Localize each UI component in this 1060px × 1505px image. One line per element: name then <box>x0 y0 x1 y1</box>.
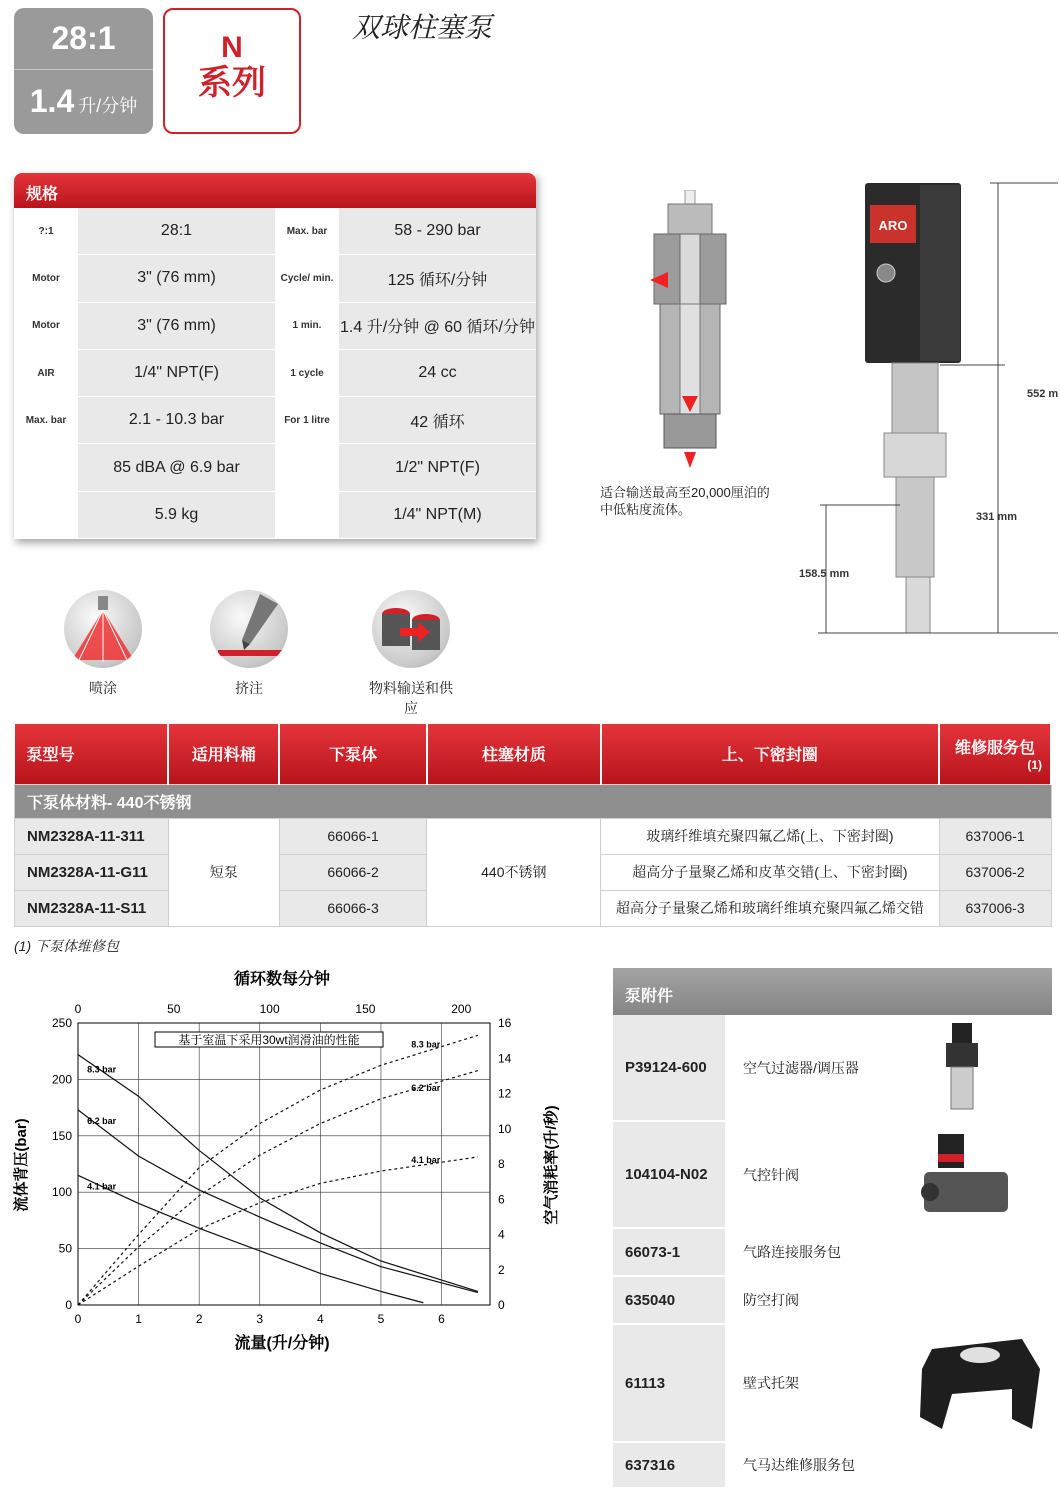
series-label: 6.2 bar <box>411 1082 441 1093</box>
application-spray <box>58 590 148 698</box>
spec-icon-text: Motor <box>32 320 60 332</box>
accessory-row <box>613 1229 1052 1277</box>
seals-cell: 玻璃纤维填充聚四氟乙烯(上、下密封圈) <box>601 818 939 854</box>
header-seals: 上、下密封圈 <box>601 724 939 784</box>
application-label: 挤注 <box>235 680 263 696</box>
table-header-row <box>15 724 1052 784</box>
motor-stroke-icon <box>14 303 78 349</box>
application-transfer <box>365 590 457 718</box>
y-tick-label: 200 <box>51 1072 72 1087</box>
spec-value: 1/4" NPT(M) <box>339 492 536 538</box>
flow-value: 1.4 <box>29 82 75 119</box>
series-label: 4.1 bar <box>411 1155 441 1166</box>
ratio-icon <box>14 208 78 254</box>
fluid-outlet-icon <box>275 492 339 538</box>
spec-row <box>14 350 536 397</box>
accessory-pn: 637316 <box>613 1443 725 1487</box>
fluid-inlet-icon <box>275 444 339 490</box>
header-lower: 下泵体 <box>279 724 427 784</box>
y2-tick-label: 2 <box>498 1262 505 1277</box>
application-label: 物料输送和供应 <box>369 680 453 716</box>
spec-value: 3" (76 mm) <box>78 255 275 301</box>
accessory-desc: 防空打阀 <box>725 1277 1052 1323</box>
spec-value: 1/2" NPT(F) <box>339 444 536 490</box>
spec-value: 58 - 290 bar <box>339 208 536 254</box>
ratio-badge <box>14 8 153 134</box>
accessory-pn: 61113 <box>613 1325 725 1441</box>
y2-tick-label: 4 <box>498 1227 505 1242</box>
accessory-pn: 635040 <box>613 1277 725 1323</box>
extrusion-icon <box>210 590 288 668</box>
x-tick-label: 3 <box>256 1312 264 1326</box>
seals-cell: 超高分子量聚乙烯和玻璃纤维填充聚四氟乙烯交错 <box>601 890 939 926</box>
header-barrel: 适用料桶 <box>168 724 279 784</box>
spec-value: 2.1 - 10.3 bar <box>78 397 275 443</box>
y-tick-label: 150 <box>51 1128 72 1143</box>
max-bar-icon <box>275 208 339 254</box>
kit-cell: 637006-2 <box>939 854 1051 890</box>
lower-cell: 66066-2 <box>279 854 427 890</box>
spec-icon-text: Max. bar <box>286 225 328 237</box>
filter-regulator-icon <box>942 1021 982 1113</box>
y2-tick-label: 10 <box>498 1121 512 1136</box>
noise-icon <box>14 444 78 490</box>
series-label: 8.3 bar <box>411 1039 441 1050</box>
top-tick-label: 200 <box>451 1002 472 1016</box>
spec-icon-text: AIR <box>37 367 55 379</box>
x-tick-label: 2 <box>195 1312 203 1326</box>
series-label: 系列 <box>198 64 266 102</box>
accessory-desc-text: 空气过滤器/调压器 <box>743 1059 859 1076</box>
header-kit-note: (1) <box>1027 758 1042 773</box>
spec-icon-text: 1 cycle <box>290 367 324 379</box>
accessory-desc-text: 气控针阀 <box>743 1166 799 1183</box>
lower-cell: 66066-3 <box>279 890 427 926</box>
spec-value: 5.9 kg <box>78 492 275 538</box>
spec-value: 28:1 <box>78 208 275 254</box>
y2-tick-label: 12 <box>498 1086 512 1101</box>
pump-cutaway-image <box>640 190 750 470</box>
x-tick-label: 0 <box>74 1312 82 1326</box>
performance-chart <box>0 960 600 1360</box>
lower-cell: 66066-1 <box>279 818 427 854</box>
model-cell: NM2328A-11-311 <box>15 818 169 854</box>
spec-row <box>14 303 536 350</box>
x-tick-label: 4 <box>317 1312 324 1326</box>
y2-tick-label: 8 <box>498 1157 505 1171</box>
footnote: (1) 下泵体维修包 <box>14 938 119 954</box>
wall-bracket-icon <box>912 1329 1042 1439</box>
x-tick-label: 1 <box>135 1312 142 1326</box>
spec-value: 24 cc <box>339 350 536 396</box>
flow-min-icon <box>275 303 339 349</box>
spray-icon <box>64 590 142 668</box>
spec-value: 3" (76 mm) <box>78 303 275 349</box>
specs-title: 规格 <box>14 173 536 208</box>
section-label: 下泵体材料- 440不锈钢 <box>15 784 1052 818</box>
spec-icon-text: Motor <box>32 272 60 284</box>
top-tick-label: 150 <box>355 1002 376 1016</box>
page-title: 双球柱塞泵 <box>352 12 493 43</box>
spec-icon-text: For 1 litre <box>284 414 330 426</box>
flow-badge <box>14 70 153 132</box>
y2-axis-label: 空气消耗率(升/秒) <box>543 1105 560 1225</box>
accessory-pn: 66073-1 <box>613 1229 725 1275</box>
series-letter: N <box>221 31 243 64</box>
spec-value: 1.4 升/分钟 @ 60 循环/分钟 <box>339 303 536 349</box>
spec-row <box>14 444 536 491</box>
accessories-title: 泵附件 <box>613 968 1052 1015</box>
accessories-panel <box>613 968 1052 1489</box>
accessory-pn: 104104-N02 <box>613 1122 725 1227</box>
y2-tick-label: 14 <box>498 1051 512 1066</box>
spec-value: 42 循环 <box>339 397 536 443</box>
application-label: 喷涂 <box>89 680 117 696</box>
series-label: 4.1 bar <box>87 1181 117 1192</box>
header-kit <box>939 724 1051 784</box>
x-axis-label: 流量(升/分钟) <box>234 1335 330 1352</box>
y-tick-label: 100 <box>51 1185 72 1200</box>
y-tick-label: 250 <box>51 1016 72 1030</box>
transfer-icon <box>372 590 450 668</box>
spec-icon-text: ?:1 <box>38 225 54 237</box>
pump-caption: 适合输送最高至20,000厘泊的中低粘度流体。 <box>600 485 770 517</box>
header-model: 泵型号 <box>15 724 169 784</box>
specs-rows <box>14 208 536 539</box>
y2-tick-label: 0 <box>498 1298 505 1312</box>
spec-icon-text: Cycle/ min. <box>280 272 334 284</box>
accessory-desc <box>725 1325 1052 1441</box>
top-tick-label: 50 <box>167 1002 181 1016</box>
y2-tick-label: 16 <box>498 1016 512 1030</box>
spec-row <box>14 492 536 539</box>
model-cell: NM2328A-11-S11 <box>15 890 169 926</box>
specs-panel <box>14 173 536 539</box>
section-row <box>15 784 1052 818</box>
series-label: 6.2 bar <box>87 1115 117 1126</box>
accessory-row <box>613 1122 1052 1229</box>
top-tick-label: 100 <box>259 1002 280 1016</box>
accessory-pn: P39124-600 <box>613 1015 725 1120</box>
needle-valve-icon <box>916 1130 1012 1218</box>
spec-icon-text: 1 min. <box>292 320 322 332</box>
accessory-desc: 气路连接服务包 <box>725 1229 1052 1275</box>
cycles-per-litre-icon <box>275 397 339 443</box>
seals-cell: 超高分子量聚乙烯和皮革交错(上、下密封圈) <box>601 854 939 890</box>
y-tick-label: 50 <box>58 1241 72 1256</box>
dimension-total: 552 m <box>1027 388 1059 400</box>
header-kit-label: 维修服务包 <box>955 740 1036 758</box>
barrel-cell: 短泵 <box>168 818 279 926</box>
spec-row <box>14 255 536 302</box>
x-tick-label: 6 <box>438 1312 445 1326</box>
air-pressure-icon <box>14 397 78 443</box>
y-axis-label: 流体背压(bar) <box>13 1118 30 1212</box>
kit-cell: 637006-3 <box>939 890 1051 926</box>
accessory-row <box>613 1325 1052 1443</box>
accessory-desc-text: 壁式托架 <box>743 1375 799 1391</box>
accessory-row <box>613 1443 1052 1489</box>
air-inlet-icon <box>14 350 78 396</box>
accessory-desc <box>725 1122 1052 1227</box>
motor-diameter-icon <box>14 255 78 301</box>
displacement-icon <box>275 350 339 396</box>
x-tick-label: 5 <box>377 1312 385 1326</box>
y-tick-label: 0 <box>65 1298 72 1312</box>
spec-row <box>14 397 536 444</box>
table-row <box>15 818 1052 854</box>
header-plunger: 柱塞材质 <box>427 724 601 784</box>
spec-row <box>14 208 536 255</box>
weight-icon <box>14 492 78 538</box>
top-tick-label: 0 <box>74 1002 82 1016</box>
brand-logo: ARO <box>878 218 908 233</box>
models-table <box>14 724 1052 927</box>
accessory-desc: 气马达维修服务包 <box>725 1443 1052 1487</box>
series-label: 8.3 bar <box>87 1064 117 1075</box>
accessory-desc <box>725 1015 1052 1120</box>
kit-cell: 637006-1 <box>939 818 1051 854</box>
series-badge <box>163 8 301 134</box>
spec-value: 125 循环/分钟 <box>339 255 536 301</box>
spec-value: 1/4" NPT(F) <box>78 350 275 396</box>
dimension-low: 158.5 mm <box>799 568 850 580</box>
model-cell: NM2328A-11-G11 <box>15 854 169 890</box>
accessory-row <box>613 1277 1052 1325</box>
spec-icon-text: Max. bar <box>25 414 67 426</box>
chart-title: 循环数每分钟 <box>233 971 331 988</box>
y2-tick-label: 6 <box>498 1192 505 1207</box>
flow-unit: 升/分钟 <box>78 96 138 116</box>
plunger-cell: 440不锈钢 <box>427 818 601 926</box>
accessory-row <box>613 1015 1052 1122</box>
application-extrusion <box>204 590 294 698</box>
ratio-value: 28:1 <box>14 8 153 70</box>
spec-value: 85 dBA @ 6.9 bar <box>78 444 275 490</box>
annotation-text: 基于室温下采用30wt润滑油的性能 <box>178 1033 360 1047</box>
cycle-min-icon <box>275 255 339 301</box>
dimension-mid: 331 mm <box>976 511 1017 523</box>
